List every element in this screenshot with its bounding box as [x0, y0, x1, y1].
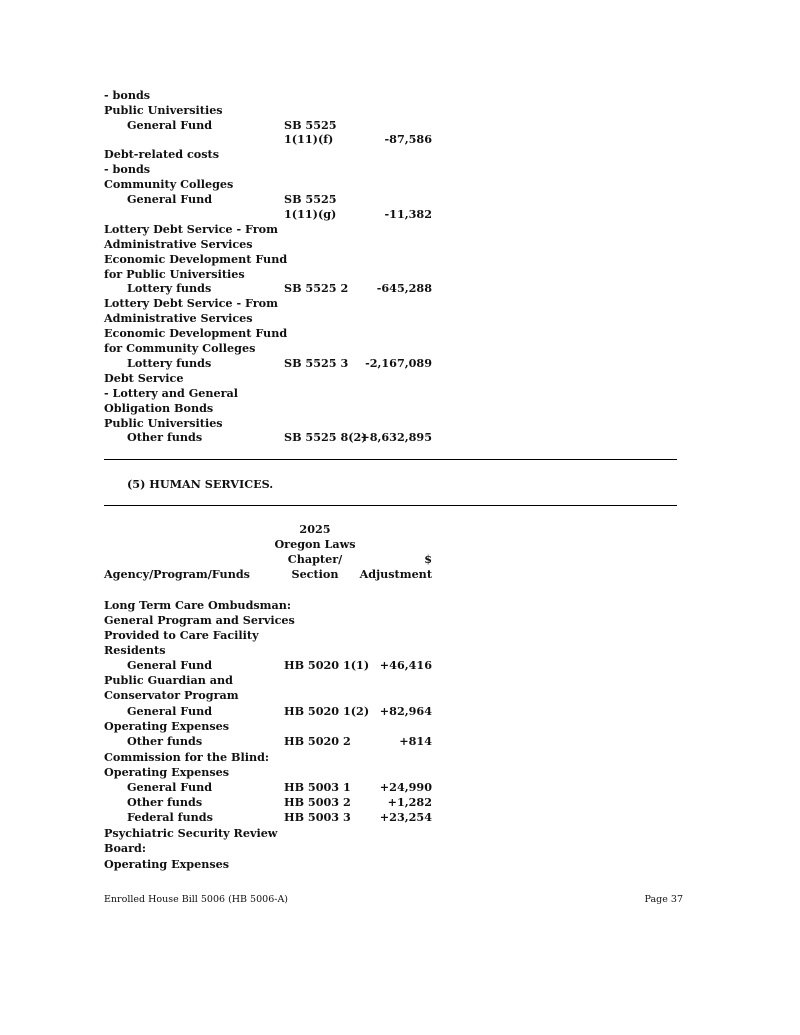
header-dollar: $: [424, 552, 432, 566]
row-amount: +23,254: [379, 810, 432, 824]
row-label: Debt Service: [104, 371, 184, 385]
row-amount: +24,990: [379, 780, 432, 794]
row-amount: +46,416: [379, 658, 432, 672]
row-label: General Fund: [127, 658, 213, 672]
table-row: [104, 88, 444, 103]
row-label: for Community Colleges: [104, 341, 256, 355]
header-oregon-laws: Oregon Laws: [274, 537, 356, 551]
row-label: Obligation Bonds: [104, 401, 214, 415]
table-row: [104, 162, 444, 177]
header-section: Section: [291, 567, 339, 581]
section-title: (5) HUMAN SERVICES.: [127, 477, 274, 491]
row-label: Federal funds: [127, 810, 213, 824]
section-divider: [104, 459, 677, 460]
row-label: Operating Expenses: [104, 719, 230, 733]
row-label: - bonds: [104, 88, 151, 102]
row-label: Long Term Care Ombudsman:: [104, 598, 292, 612]
table-row: [104, 177, 444, 192]
row-bill-section: HB 5020 1(2): [284, 704, 370, 718]
row-label: Residents: [104, 643, 166, 657]
table-row: [104, 688, 444, 703]
row-label: Community Colleges: [104, 177, 234, 191]
table-row: [104, 237, 444, 252]
row-label: Other funds: [127, 734, 203, 748]
table-row: [104, 252, 444, 267]
header-chapter: Chapter/: [287, 552, 343, 566]
row-label: Lottery Debt Service - From: [104, 222, 278, 236]
row-amount: -645,288: [376, 281, 432, 295]
table-row: [104, 401, 444, 416]
row-label: Economic Development Fund: [104, 326, 288, 340]
table-row: [104, 857, 444, 872]
row-label: Lottery Debt Service - From: [104, 296, 278, 310]
row-label: General Fund: [127, 780, 213, 794]
table-row: [104, 810, 444, 825]
row-label: Economic Development Fund: [104, 252, 288, 266]
row-label: Board:: [104, 841, 147, 855]
row-bill-section: HB 5003 3: [284, 810, 351, 824]
row-label: General Program and Services: [104, 613, 295, 627]
table-row: [104, 311, 444, 326]
row-amount: -87,586: [384, 132, 432, 146]
table-row: [104, 207, 444, 222]
row-label: Lottery funds: [127, 356, 212, 370]
table-row: [104, 132, 444, 147]
row-label: General Fund: [127, 192, 213, 206]
table-row: [104, 795, 444, 810]
table-row: [104, 296, 444, 311]
table-row: [104, 147, 444, 162]
row-amount: +814: [399, 734, 432, 748]
row-amount: +8,632,895: [360, 430, 432, 444]
row-bill-section: 1(11)(f): [284, 132, 334, 146]
row-amount: -11,382: [384, 207, 432, 221]
header-year: 2025: [299, 522, 331, 536]
row-label: Public Guardian and: [104, 673, 233, 687]
table-row: [104, 613, 444, 628]
row-bill-section: SB 5525: [284, 192, 337, 206]
table-row: [104, 192, 444, 207]
table-row: [104, 356, 444, 371]
row-label: Operating Expenses: [104, 765, 230, 779]
row-amount: +1,282: [387, 795, 432, 809]
row-label: Conservator Program: [104, 688, 239, 702]
row-bill-section: HB 5003 2: [284, 795, 351, 809]
table-row: [104, 371, 444, 386]
row-bill-section: SB 5525 8(2): [284, 430, 367, 444]
row-label: Public Universities: [104, 416, 223, 430]
row-label: Provided to Care Facility: [104, 628, 259, 642]
header-adjustment: Adjustment: [359, 567, 432, 581]
section-divider: [104, 505, 677, 506]
row-amount: -2,167,089: [365, 356, 432, 370]
row-bill-section: SB 5525: [284, 118, 337, 132]
row-label: Administrative Services: [104, 311, 253, 325]
table-row: [104, 719, 444, 734]
table-row: [104, 628, 444, 643]
table-row: [104, 841, 444, 856]
row-label: General Fund: [127, 704, 213, 718]
table-row: [104, 222, 444, 237]
row-label: General Fund: [127, 118, 213, 132]
table-row: [104, 430, 444, 445]
footer-bill-name: Enrolled House Bill 5006 (HB 5006-A): [104, 894, 289, 905]
row-label: Other funds: [127, 430, 203, 444]
header-agency-program-funds: Agency/Program/Funds: [104, 567, 250, 581]
table-row: [104, 643, 444, 658]
table-row: [104, 341, 444, 356]
table-row: [104, 826, 444, 841]
row-bill-section: HB 5020 1(1): [284, 658, 370, 672]
table-row: [104, 734, 444, 749]
row-label: Other funds: [127, 795, 203, 809]
row-bill-section: SB 5525 3: [284, 356, 349, 370]
row-bill-section: HB 5020 2: [284, 734, 351, 748]
row-amount: +82,964: [379, 704, 432, 718]
table-row: [104, 118, 444, 133]
footer-page-number: Page 37: [644, 894, 683, 905]
table-row: [104, 386, 444, 401]
row-label: Public Universities: [104, 103, 223, 117]
table-row: [104, 326, 444, 341]
row-label: Operating Expenses: [104, 857, 230, 871]
table-row: [104, 765, 444, 780]
row-bill-section: SB 5525 2: [284, 281, 349, 295]
row-label: Debt-related costs: [104, 147, 220, 161]
table-row: [104, 103, 444, 118]
table-row: [104, 673, 444, 688]
row-bill-section: 1(11)(g): [284, 207, 337, 221]
table-row: [104, 704, 444, 719]
row-label: for Public Universities: [104, 267, 245, 281]
table-row: [104, 658, 444, 673]
row-label: Administrative Services: [104, 237, 253, 251]
table-row: [104, 281, 444, 296]
table-row: [104, 598, 444, 613]
table-row: [104, 416, 444, 431]
table-row: [104, 750, 444, 765]
row-label: - bonds: [104, 162, 151, 176]
table-row: [104, 780, 444, 795]
table-row: [104, 267, 444, 282]
row-label: Lottery funds: [127, 281, 212, 295]
row-label: Psychiatric Security Review: [104, 826, 278, 840]
row-label: Commission for the Blind:: [104, 750, 270, 764]
row-label: - Lottery and General: [104, 386, 239, 400]
row-bill-section: HB 5003 1: [284, 780, 351, 794]
